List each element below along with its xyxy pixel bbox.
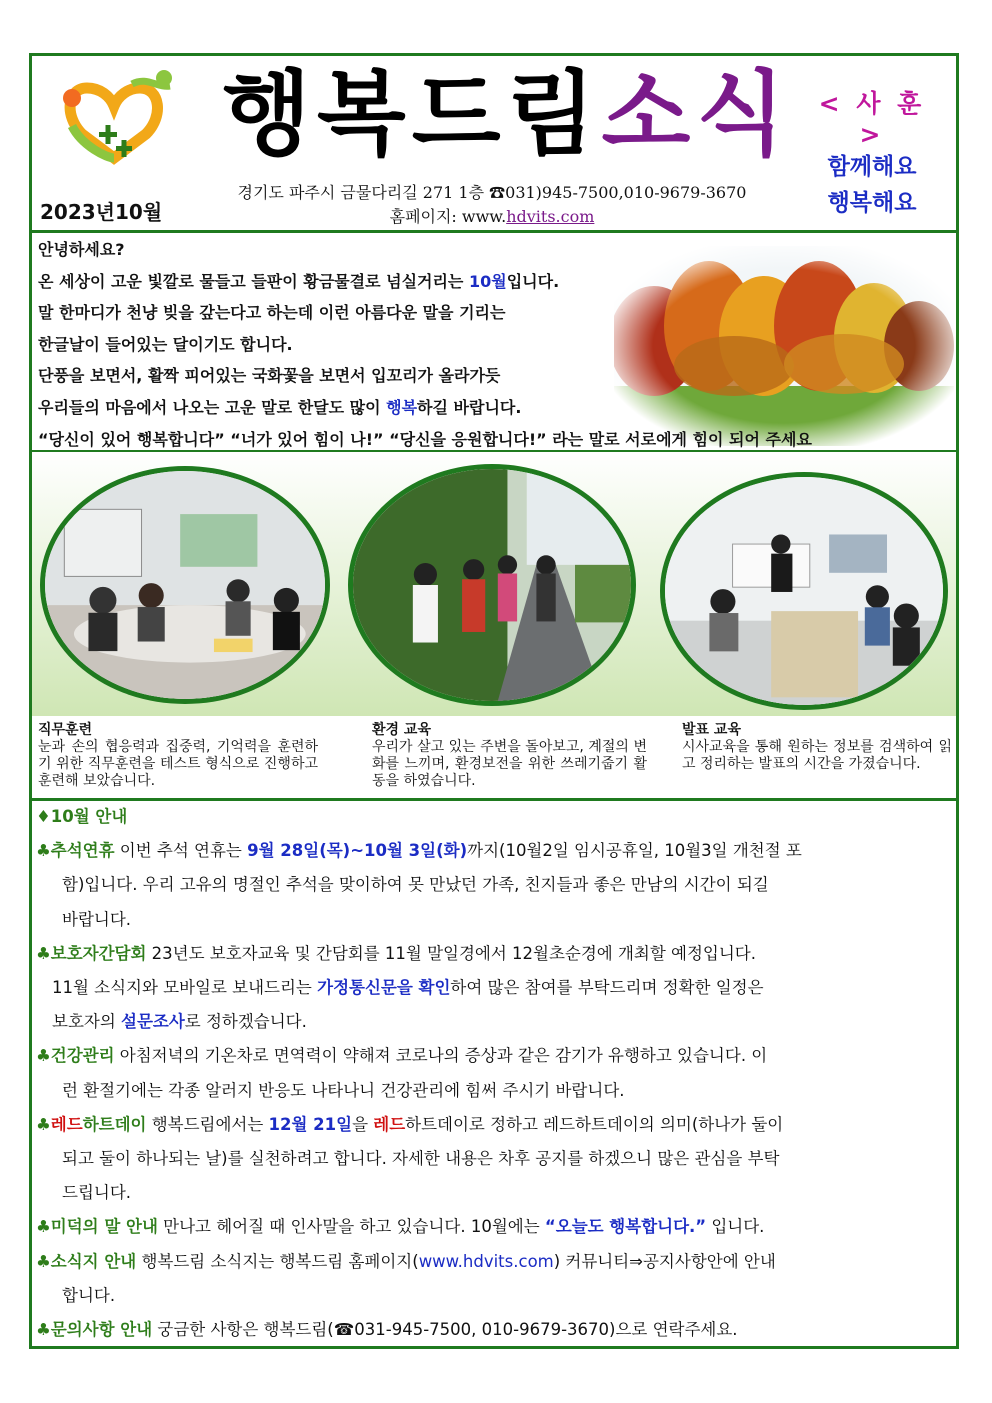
heart-plus-logo-icon <box>52 66 177 166</box>
greeting-line: 온 세상이 고운 빛깔로 물들고 들판이 황금물결로 넘실거리는 10월입니다. <box>38 271 560 291</box>
presentation-education-photo <box>660 472 948 710</box>
october-notices <box>36 800 954 1347</box>
issue-date: 2023년10월 <box>40 200 163 224</box>
caption-presentation: 발표 교육 시사교육을 통해 원하는 정보를 검색하여 읽고 정리하는 발표의 시간을 가졌습니다. <box>682 722 952 772</box>
activity-photos <box>32 452 956 716</box>
greeting-line: 우리들의 마음에서 나오는 고운 말로 한달도 많이 행복하길 바랍니다. <box>38 397 522 417</box>
notice-health: ♣건강관리 아침저녁의 기온차로 면역력이 약해져 코로나의 증상과 같은 감기가 유행하고 있습니다. 이 런 환절기에는 각종 알러지 반응도 나타나니 건강관리에 힘써 주시기 바랍니다. <box>36 1046 768 1100</box>
homepage-link-inline[interactable]: www.hdvits.com <box>418 1251 554 1271</box>
address-block <box>192 181 792 229</box>
greeting-line: “당신이 있어 행복합니다” “너가 있어 힘이 나!” “당신을 응원합니다!” 라는 말로 서로에게 힘이 되어 주세요 <box>38 429 812 449</box>
homepage-link[interactable]: hdvits.com <box>506 207 595 226</box>
greeting-text <box>38 234 958 455</box>
photo-captions <box>32 720 956 798</box>
caption-environment: 환경 교육 우리가 살고 있는 주변을 돌아보고, 계절의 변화를 느끼며, 환경보전을 위한 쓰레기줍기 활동을 하였습니다. <box>372 722 647 789</box>
greeting-line: 안녕하세요? <box>38 240 125 259</box>
notice-heading: ♦10월 안내 <box>36 807 128 826</box>
job-training-photo <box>40 466 330 704</box>
company-motto <box>802 84 942 221</box>
notice-guardian-meeting: ♣보호자간담회 23년도 보호자교육 및 간담회를 11월 말일경에서 12월초순경에 개최할 예정입니다. 11월 소식지와 모바일로 보내드리는 가정통신문을 확인하여 많은 참여를 부탁드리며 정확한 일정은 보호자의 설문조사로 정하겠습니다. <box>36 943 764 1032</box>
greeting-line: 단풍을 보면서, 활짝 피어있는 국화꽃을 보면서 입꼬리가 올라가듯 <box>38 366 501 386</box>
motto-heading: < 사 훈 > <box>818 89 926 149</box>
divider <box>32 230 956 233</box>
homepage: 홈페이지: www.hdvits.com <box>389 207 595 226</box>
motto-line: 함께해요 <box>827 154 917 180</box>
newsletter-frame <box>29 53 959 1349</box>
motto-line: 행복해요 <box>827 190 917 216</box>
notice-inquiry: ♣문의사항 안내 궁금한 사항은 행복드림(☎031-945-7500, 010-9679-3670)으로 연락주세요. <box>36 1320 738 1340</box>
notice-newsletter: ♣소식지 안내 행복드림 소식지는 행복드림 홈페이지(www.hdvits.com) 커뮤니티⇒공지사항안에 안내 합니다. <box>36 1251 776 1305</box>
greeting-line: 한글날이 들어있는 달이기도 합니다. <box>38 334 293 354</box>
address: 경기도 파주시 금물다리길 271 1층 ☎031)945-7500,010-9679-3670 <box>237 183 747 202</box>
notice-chuseok: ♣추석연휴 이번 추석 연휴는 9월 28일(목)~10월 3일(화)까지(10월2일 임시공휴일, 10월3일 개천절 포 함)입니다. 우리 고유의 명절인 추석을 맞이하여 못 만났던 가족, 친지들과 좋은 만남의 시간이 되길 바랍니다. <box>36 841 802 929</box>
environment-education-photo <box>348 464 636 706</box>
notice-virtue-words: ♣미덕의 말 안내 만나고 헤어질 때 인사말을 하고 있습니다. 10월에는 “오늘도 행복합니다.” 입니다. <box>36 1217 765 1237</box>
notice-red-heart-day: ♣레드하트데이 행복드림에서는 12월 21일을 레드하트데이로 정하고 레드하트데이의 의미(하나가 둘이 되고 둘이 하나되는 날)를 실천하려고 합니다. 자세한 내용은 차후 공지를 하겠으니 많은 관심을 부탁 드립니다. <box>36 1114 784 1203</box>
newsletter-title: 행복드림소식 <box>222 61 792 168</box>
caption-job-training: 직무훈련 눈과 손의 협응력과 집중력, 기억력을 훈련하기 위한 직무훈련을 테스트 형식으로 진행하고 훈련해 보았습니다. <box>38 722 318 789</box>
greeting-line: 말 한마디가 천냥 빚을 갚는다고 하는데 이런 아름다운 말을 기리는 <box>38 303 506 323</box>
